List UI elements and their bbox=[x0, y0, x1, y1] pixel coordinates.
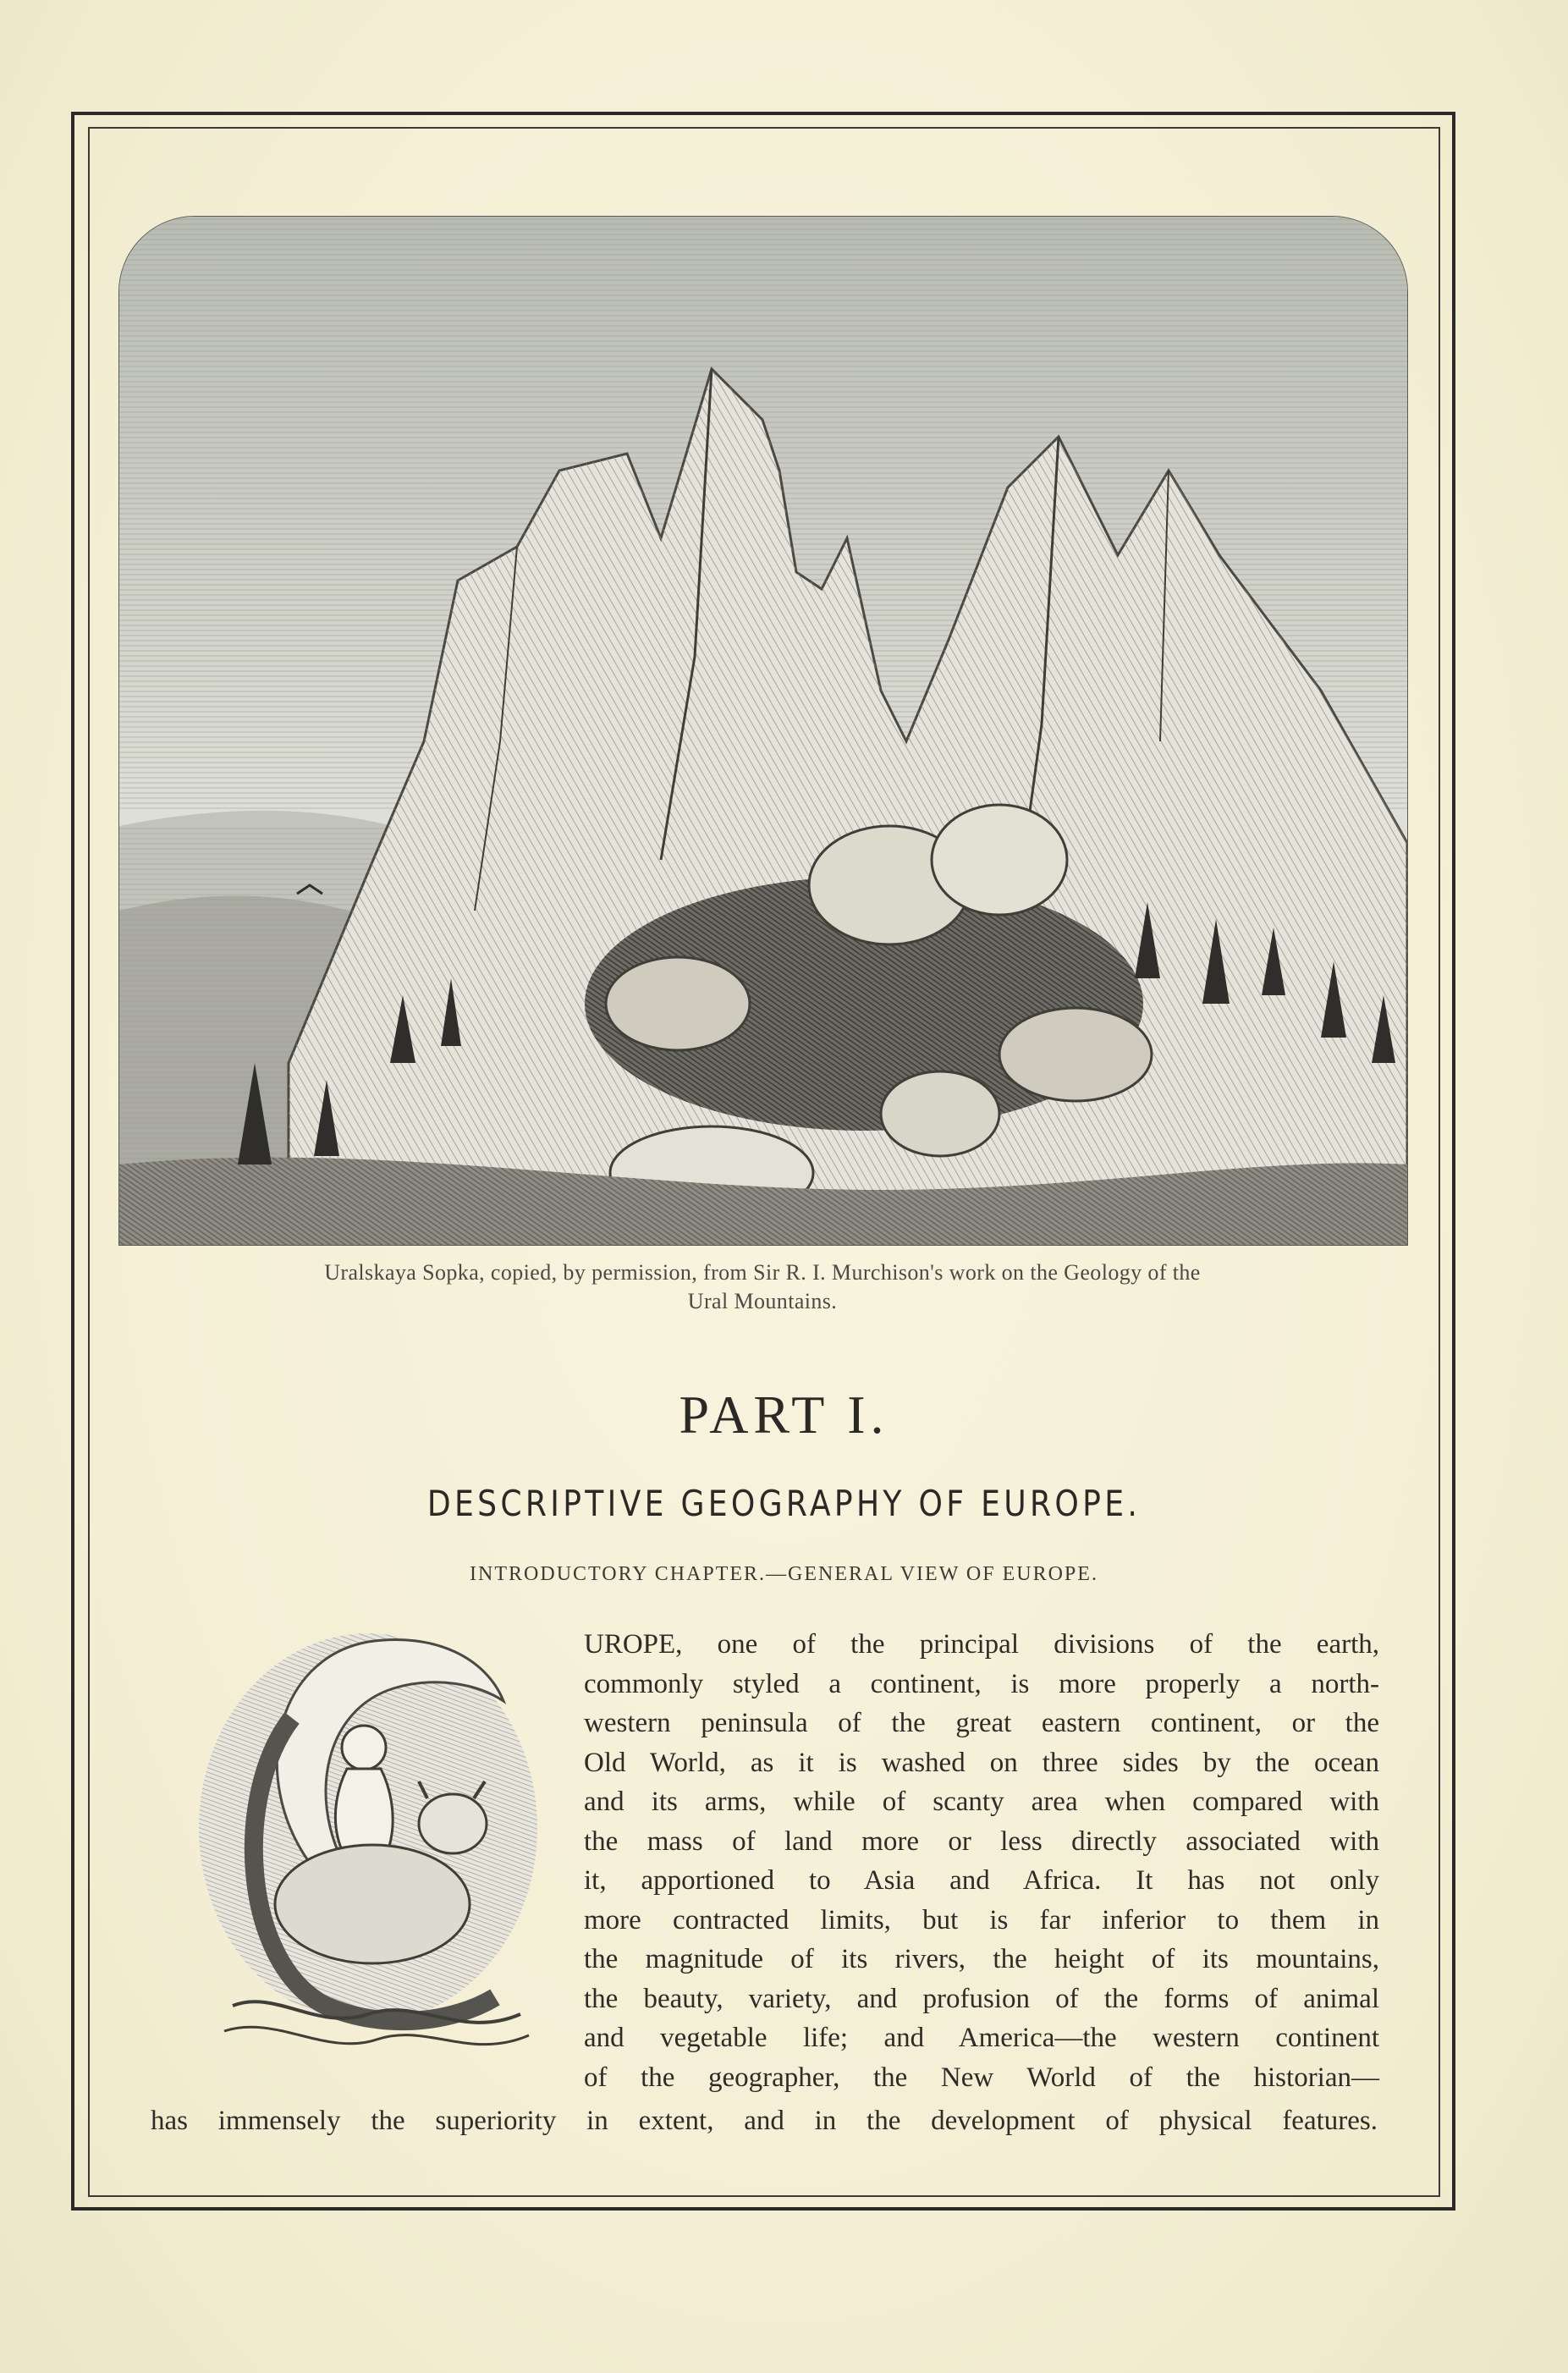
body-line: the beauty, variety, and profusion of the forms of animal bbox=[584, 1983, 1379, 2014]
part-title: PART I. bbox=[679, 1385, 889, 1445]
body-line: it, apportioned to Asia and Africa. It has not only bbox=[584, 1865, 1379, 1896]
body-line: UROPE, one of the principal divisions of the earth, bbox=[584, 1629, 1379, 1660]
body-line: the magnitude of its rivers, the height of its mountains, bbox=[584, 1944, 1379, 1974]
body-paragraph bbox=[584, 1625, 1379, 2097]
body-line: western peninsula of the great eastern continent, or the bbox=[584, 1708, 1379, 1738]
body-line: more contracted limits, but is far inferior to them in bbox=[584, 1904, 1379, 1935]
part-subtitle: DESCRIPTIVE GEOGRAPHY OF EUROPE. bbox=[426, 1483, 1142, 1524]
mountain-engraving bbox=[118, 216, 1408, 1246]
caption-line-1: Uralskaya Sopka, copied, by permission, from Sir R. I. Murchison's work on the Geology of the bbox=[324, 1260, 1201, 1285]
chapter-heading: INTRODUCTORY CHAPTER.—GENERAL VIEW OF EUROPE. bbox=[470, 1563, 1098, 1585]
body-line: Old World, as it is washed on three sides by the ocean bbox=[584, 1747, 1379, 1778]
illustration-caption bbox=[118, 1258, 1406, 1316]
body-line: of the geographer, the New World of the historian— bbox=[584, 2062, 1379, 2093]
body-line: the mass of land more or less directly associated with bbox=[584, 1825, 1379, 1857]
body-line: and its arms, while of scanty area when compared with bbox=[584, 1787, 1379, 1817]
body-line: commonly styled a continent, is more properly a north- bbox=[584, 1668, 1379, 1699]
decorated-initial-e-illustration bbox=[182, 1608, 554, 2082]
body-line: and vegetable life; and America—the western continent bbox=[584, 2023, 1379, 2053]
caption-line-2: Ural Mountains. bbox=[687, 1289, 838, 1313]
body-last-line: has immensely the superiority in extent, and in the development of physical features. bbox=[151, 2106, 1378, 2136]
